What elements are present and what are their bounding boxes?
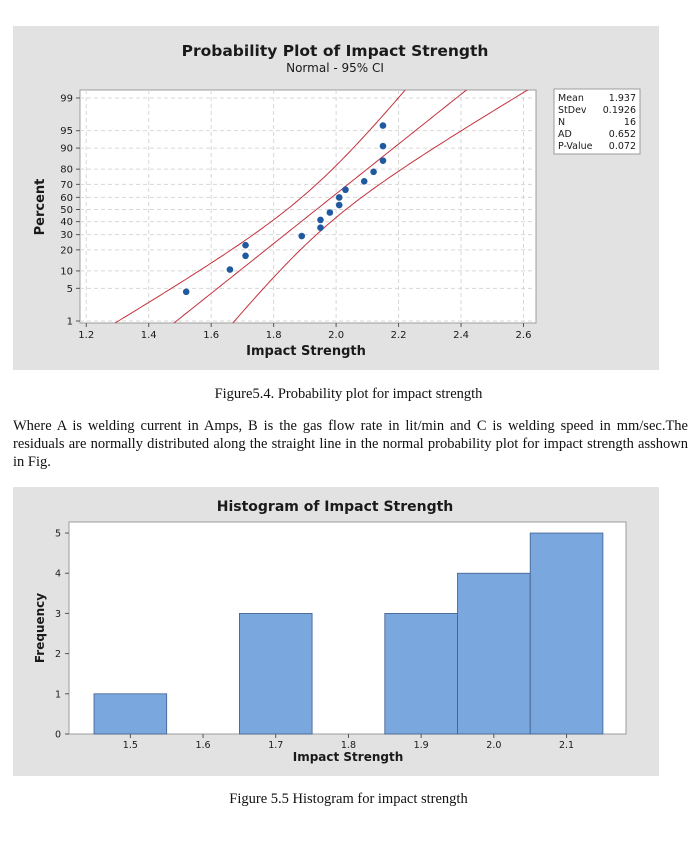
stat-label-ad: AD (558, 129, 572, 140)
x-axis-label: Impact Strength (246, 344, 366, 359)
data-point (336, 202, 343, 209)
y-tick-label: 4 (54, 568, 61, 580)
y-tick-label: 2 (54, 649, 61, 661)
x-tick-label: 1.8 (340, 740, 357, 751)
x-tick-label: 1.4 (140, 330, 157, 341)
data-point (327, 209, 334, 216)
data-point (242, 242, 249, 249)
y-tick-label: 1 (54, 689, 61, 701)
stat-label-mean: Mean (558, 93, 584, 104)
stat-value-ad: 0.652 (608, 129, 636, 140)
figure-caption-5-5: Figure 5.5 Histogram for impact strength (229, 791, 468, 807)
x-tick-label: 1.6 (203, 330, 220, 341)
y-tick-label: 90 (60, 143, 73, 155)
y-axis-label: Frequency (33, 592, 47, 664)
x-tick-label: 2.6 (515, 330, 532, 341)
y-tick-label: 5 (66, 283, 73, 295)
histogram-bar (458, 573, 531, 734)
y-tick-label: 60 (60, 192, 73, 204)
data-point (298, 233, 305, 240)
chart-title: Probability Plot of Impact Strength (181, 42, 489, 60)
stat-value-mean: 1.937 (608, 93, 636, 104)
data-point (380, 143, 387, 150)
y-tick-label: 40 (60, 217, 73, 229)
data-point (183, 288, 190, 295)
y-tick-label: 3 (54, 608, 61, 620)
y-tick-label: 70 (60, 179, 73, 191)
y-tick-label: 50 (60, 205, 73, 216)
y-tick-label: 95 (60, 126, 73, 138)
y-tick-label: 1 (66, 316, 73, 328)
y-tick-label: 10 (60, 266, 73, 278)
histogram-bar (94, 694, 167, 734)
data-point (242, 253, 249, 260)
x-tick-label: 2.1 (558, 740, 575, 751)
y-axis-label: Percent (33, 178, 48, 236)
data-point (380, 122, 387, 129)
body-paragraph: Where A is welding current in Amps, B is the gas flow rate in lit/min and C is welding speed in mm/sec.The residuals are normally distributed along the straight line in the normal probability plot for impact strength asshown in Fig. (13, 418, 688, 470)
chart-title: Histogram of Impact Strength (216, 499, 454, 515)
x-tick-label: 2.0 (486, 740, 502, 751)
data-point (342, 186, 349, 193)
y-tick-label: 5 (54, 528, 61, 540)
histogram-panel (13, 487, 659, 776)
y-tick-label: 80 (60, 164, 73, 176)
x-tick-label: 2.2 (390, 330, 407, 341)
stat-value-stdev: 0.1926 (602, 105, 636, 116)
y-tick-label: 0 (54, 729, 61, 741)
histogram-bar (530, 533, 603, 734)
stats-legend (554, 89, 640, 154)
data-point (227, 266, 234, 273)
x-tick-label: 1.5 (122, 740, 138, 751)
x-tick-label: 1.6 (195, 740, 211, 751)
y-tick-label: 20 (60, 245, 73, 257)
data-point (380, 157, 387, 164)
x-tick-label: 1.8 (265, 330, 282, 341)
x-tick-label: 1.7 (268, 740, 284, 751)
figure-caption-5-4: Figure5.4. Probability plot for impact strength (214, 386, 483, 402)
stat-label-n: N (558, 117, 566, 128)
y-tick-label: 30 (60, 230, 73, 242)
stat-value-n: 16 (623, 117, 636, 128)
x-tick-label: 1.9 (413, 740, 429, 751)
x-tick-label: 2.0 (328, 330, 345, 341)
x-tick-label: 2.4 (453, 330, 469, 341)
stat-label-pvalue: P-Value (558, 141, 593, 152)
probability-plot-panel (13, 26, 659, 370)
data-point (317, 217, 324, 224)
probability-plot (13, 26, 659, 370)
chart-subtitle: Normal - 95% CI (286, 61, 384, 75)
x-axis-label: Impact Strength (292, 750, 404, 764)
stat-label-stdev: StDev (558, 105, 587, 116)
data-point (370, 169, 377, 176)
histogram-bar (239, 613, 312, 734)
data-point (336, 194, 343, 201)
histogram-bar (385, 613, 458, 734)
histogram (13, 487, 659, 776)
stat-value-pvalue: 0.072 (608, 141, 636, 152)
data-point (317, 224, 324, 231)
x-tick-label: 1.2 (78, 330, 95, 341)
y-tick-label: 99 (60, 93, 73, 105)
data-point (361, 178, 368, 185)
